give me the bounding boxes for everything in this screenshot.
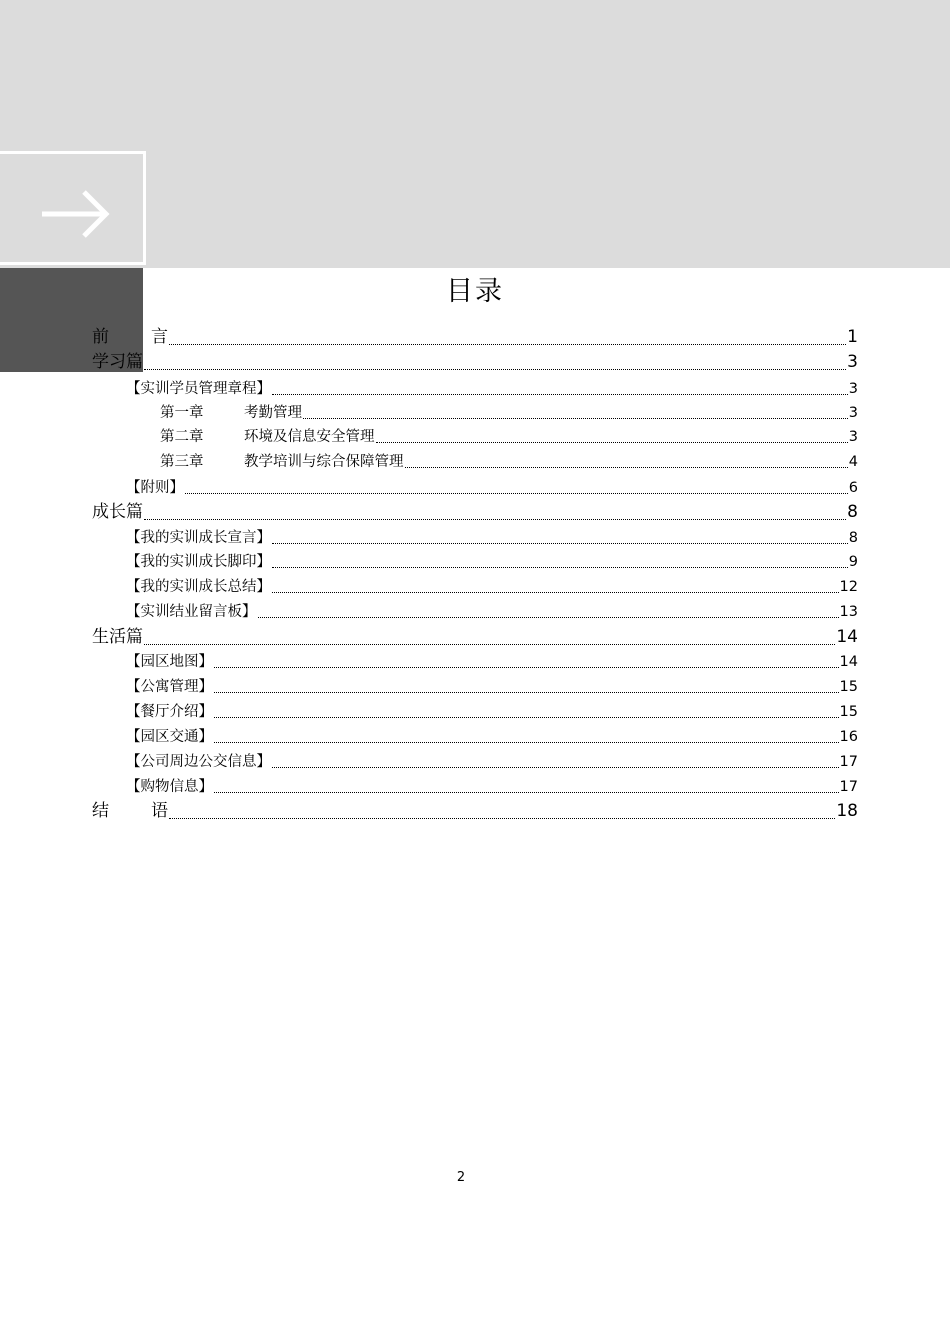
- toc-entry-traffic[interactable]: [126, 727, 858, 747]
- toc-label: 【购物信息】: [126, 779, 213, 795]
- toc-label: 结: [92, 801, 109, 821]
- toc-page: 15: [839, 679, 858, 695]
- arrow-right-icon: [36, 184, 112, 244]
- leader-dots: [272, 394, 848, 395]
- toc-entry-declaration[interactable]: [126, 528, 858, 548]
- leader-dots: [258, 617, 839, 618]
- toc-label: 【园区交通】: [126, 729, 213, 745]
- leader-dots: [405, 467, 848, 468]
- toc-page: 16: [839, 729, 858, 745]
- toc-label: 【我的实训成长总结】: [126, 579, 271, 595]
- toc-label: 【公司周边公交信息】: [126, 754, 271, 770]
- toc-entry-park-map[interactable]: [126, 652, 858, 672]
- chapter-number: 第二章: [160, 429, 204, 445]
- toc-label: 语: [151, 801, 168, 821]
- toc-entry-chapter-1[interactable]: [160, 403, 858, 423]
- toc-entry-life[interactable]: [92, 625, 858, 649]
- toc-label: 环境及信息安全管理: [244, 429, 375, 445]
- chapter-number: 第三章: [160, 454, 204, 470]
- toc-page: 6: [848, 480, 858, 496]
- page-title: 目录: [446, 276, 504, 307]
- toc-entry-bus[interactable]: [126, 752, 858, 772]
- toc-entry-appendix[interactable]: [126, 478, 858, 498]
- leader-dots: [214, 667, 839, 668]
- toc-entry-footprint[interactable]: [126, 552, 858, 572]
- toc-label: 【实训学员管理章程】: [126, 381, 271, 397]
- toc-label: 学习篇: [92, 352, 143, 372]
- toc-entry-preface[interactable]: [92, 325, 858, 349]
- leader-dots: [214, 692, 839, 693]
- toc-entry-summary[interactable]: [126, 577, 858, 597]
- leader-dots: [214, 792, 839, 793]
- toc-entry-apartment[interactable]: [126, 677, 858, 697]
- toc-label: 前: [92, 327, 109, 347]
- toc-page: 18: [836, 801, 858, 821]
- leader-dots: [272, 567, 848, 568]
- leader-dots: [169, 818, 835, 819]
- toc-label: 成长篇: [92, 502, 143, 522]
- toc-page: 17: [839, 779, 858, 795]
- leader-dots: [272, 767, 839, 768]
- toc-label: 生活篇: [92, 627, 143, 647]
- leader-dots: [376, 442, 848, 443]
- toc-page: 17: [839, 754, 858, 770]
- toc-entry-rules[interactable]: [126, 379, 858, 399]
- toc-page: 1: [847, 327, 858, 347]
- toc-page: 3: [847, 352, 858, 372]
- toc-label: 言: [151, 327, 168, 347]
- leader-dots: [144, 644, 835, 645]
- toc-page: 12: [839, 579, 858, 595]
- toc-entry-closing[interactable]: [92, 799, 858, 823]
- toc-page: 15: [839, 704, 858, 720]
- leader-dots: [214, 742, 839, 743]
- leader-dots: [144, 519, 846, 520]
- toc-label: 【餐厅介绍】: [126, 704, 213, 720]
- toc-label: 【实训结业留言板】: [126, 604, 257, 620]
- leader-dots: [214, 717, 839, 718]
- toc-entry-study[interactable]: [92, 350, 858, 374]
- page-number: 2: [456, 1170, 466, 1185]
- toc-label: 【园区地图】: [126, 654, 213, 670]
- toc-entry-chapter-2[interactable]: [160, 427, 858, 447]
- leader-dots: [144, 369, 846, 370]
- toc-page: 4: [848, 454, 858, 470]
- toc-label: 【我的实训成长宣言】: [126, 530, 271, 546]
- toc-entry-chapter-3[interactable]: [160, 452, 858, 472]
- toc-page: 8: [847, 502, 858, 522]
- toc-page: 13: [839, 604, 858, 620]
- leader-dots: [169, 344, 846, 345]
- leader-dots: [272, 592, 839, 593]
- toc-label: 【我的实训成长脚印】: [126, 554, 271, 570]
- toc-page: 3: [848, 429, 858, 445]
- leader-dots: [185, 493, 848, 494]
- toc-entry-restaurant[interactable]: [126, 702, 858, 722]
- chapter-number: 第一章: [160, 405, 204, 421]
- leader-dots: [303, 418, 848, 419]
- toc-page: 9: [848, 554, 858, 570]
- toc-page: 3: [848, 405, 858, 421]
- toc-entry-shopping[interactable]: [126, 777, 858, 797]
- toc-page: 3: [848, 381, 858, 397]
- toc-label: 【公寓管理】: [126, 679, 213, 695]
- toc-page: 14: [836, 627, 858, 647]
- toc-page: 8: [848, 530, 858, 546]
- arrow-panel: [0, 151, 146, 265]
- toc-label: 考勤管理: [244, 405, 302, 421]
- toc-label: 教学培训与综合保障管理: [244, 454, 404, 470]
- toc-page: 14: [839, 654, 858, 670]
- leader-dots: [272, 543, 848, 544]
- toc-entry-growth[interactable]: [92, 500, 858, 524]
- toc-entry-message-board[interactable]: [126, 602, 858, 622]
- toc-label: 【附则】: [126, 480, 184, 496]
